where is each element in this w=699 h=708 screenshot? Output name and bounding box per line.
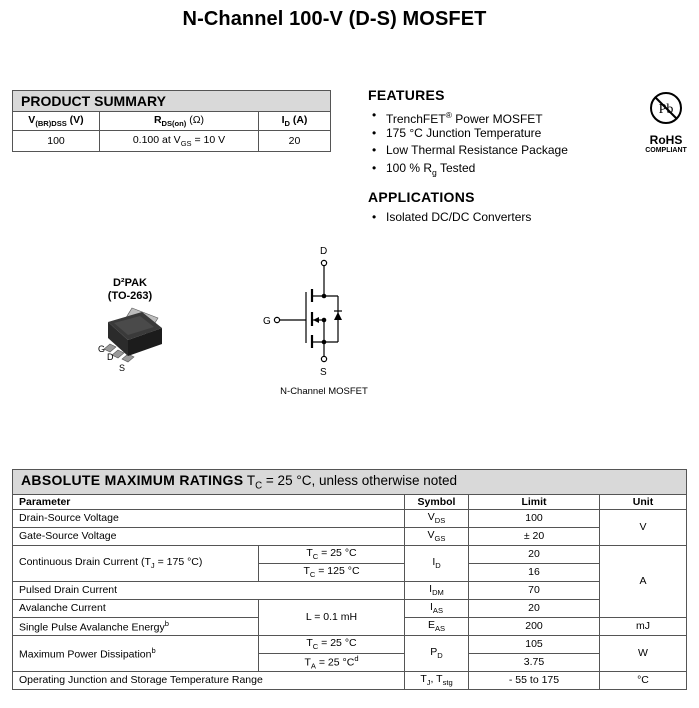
param-cell: Drain-Source Voltage: [13, 509, 405, 527]
schematic-caption: N-Channel MOSFET: [280, 386, 368, 397]
n-channel-mosfet-symbol: [260, 240, 380, 380]
rds-value: 0.100 at $V_{GS} = 10$ V: [100, 131, 259, 152]
unit-cell: W: [600, 635, 687, 671]
param-cell: Continuous Drain Current ($T_J = 175$ °C): [13, 545, 259, 581]
unit-cell: A: [600, 545, 687, 617]
symbol-cell: $I_{DM}$: [405, 581, 469, 599]
absolute-max-ratings-table: [12, 469, 687, 690]
limit-cell: 16: [469, 563, 600, 581]
features-heading: FEATURES: [368, 87, 445, 103]
param-cell: Single Pulse Avalanche Energy$^b$: [13, 617, 259, 635]
unit-cell: °C: [600, 671, 687, 689]
features-section: [368, 87, 608, 177]
condition-cell: $T_A = 25$ $^\circ C^d$: [259, 653, 405, 671]
limit-cell: ± 20: [469, 527, 600, 545]
feature-item: • Low Thermal Resistance Package: [368, 142, 608, 160]
package-code: (TO-263): [107, 290, 153, 302]
col-id: $I_D$ (A): [259, 112, 331, 131]
pin-s-label: S: [119, 363, 126, 373]
limit-cell: 100: [469, 509, 600, 527]
id-value: 20: [259, 131, 331, 152]
drain-label: D: [320, 246, 328, 257]
limit-cell: 70: [469, 581, 600, 599]
page-title: N-Channel 100-V (D-S) MOSFET: [182, 8, 487, 30]
pin-g-label: G: [98, 344, 106, 354]
col-symbol: Symbol: [405, 494, 469, 509]
product-summary-table: [12, 90, 331, 152]
rohs-label: RoHS: [649, 133, 683, 147]
condition-cell: L = 0.1 mH: [259, 599, 405, 635]
limit-cell: 200: [469, 617, 600, 635]
limit-cell: 105: [469, 635, 600, 653]
param-cell: Avalanche Current: [13, 599, 259, 617]
applications-heading: APPLICATIONS: [368, 189, 475, 205]
feature-item: • 175 °C Junction Temperature: [368, 125, 608, 143]
source-label: S: [320, 367, 327, 378]
unit-cell: V: [600, 509, 687, 545]
feature-item: • 100 % $R_g$ Tested: [368, 160, 608, 178]
col-unit: Unit: [600, 494, 687, 509]
d2pak-package-icon: [90, 300, 170, 378]
symbol-cell: $P_D$: [405, 635, 469, 671]
col-limit: Limit: [469, 494, 600, 509]
rohs-compliant: COMPLIANT: [645, 147, 687, 154]
param-cell: Pulsed Drain Current: [13, 581, 405, 599]
unit-cell: mJ: [600, 617, 687, 635]
limit-cell: 20: [469, 545, 600, 563]
amr-heading: ABSOLUTE MAXIMUM RATINGS $T_C = 25$ °C, unless otherwise noted: [13, 470, 687, 495]
symbol-cell: $E_{AS}$: [405, 617, 469, 635]
symbol-cell: $I_{AS}$: [405, 599, 469, 617]
application-item: • Isolated DC/DC Converters: [368, 209, 531, 226]
pb-free-icon: [648, 90, 684, 126]
package-name: D²PAK: [112, 277, 147, 289]
param-cell: Operating Junction and Storage Temperature Range: [13, 671, 405, 689]
pb-symbol: Pb: [658, 102, 674, 117]
symbol-cell: $V_{GS}$: [405, 527, 469, 545]
param-cell: Gate-Source Voltage: [13, 527, 405, 545]
limit-cell: 20: [469, 599, 600, 617]
col-rds: $R_{DS(on)}$ (Ω): [100, 112, 259, 131]
condition-cell: $T_C = 25$ °C: [259, 635, 405, 653]
col-parameter: Parameter: [13, 494, 405, 509]
feature-item: • TrenchFET® Power MOSFET: [368, 107, 608, 125]
condition-cell: $T_C = 125$ °C: [259, 563, 405, 581]
product-summary-heading: PRODUCT SUMMARY: [13, 91, 331, 112]
rohs-badge: [638, 90, 694, 154]
param-cell: Maximum Power Dissipation$^b$: [13, 635, 259, 671]
pin-d-label: D: [107, 352, 114, 362]
applications-section: [368, 189, 531, 226]
limit-cell: 3.75: [469, 653, 600, 671]
limit-cell: - 55 to 175: [469, 671, 600, 689]
gate-label: G: [263, 316, 271, 327]
symbol-cell: $T_J$, $T_{stg}$: [405, 671, 469, 689]
col-vbr: $V_{(BR)DSS}$ (V): [13, 112, 100, 131]
condition-cell: $T_C = 25$ °C: [259, 545, 405, 563]
symbol-cell: $I_D$: [405, 545, 469, 581]
v-value: 100: [13, 131, 100, 152]
symbol-cell: $V_{DS}$: [405, 509, 469, 527]
